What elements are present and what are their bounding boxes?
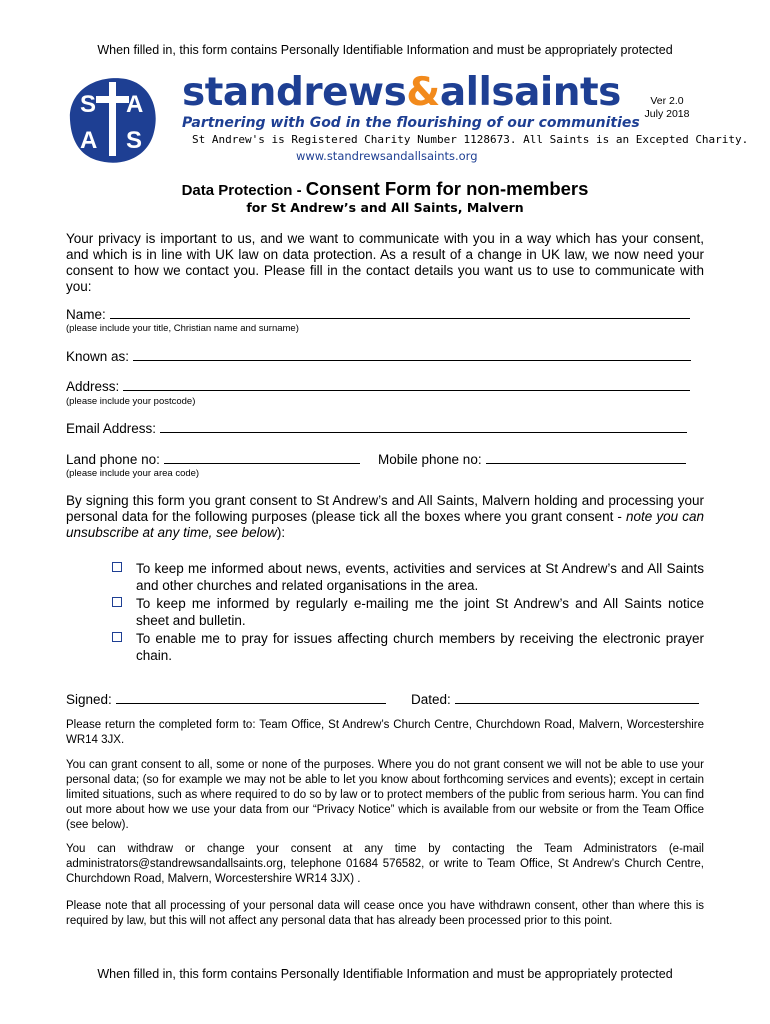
consent-checkbox-prayer[interactable] bbox=[112, 632, 122, 642]
consent-intro bbox=[66, 493, 704, 541]
signed-field[interactable] bbox=[66, 692, 386, 707]
page-subtitle: for St Andrew’s and All Saints, Malvern bbox=[246, 200, 524, 215]
name-label: Name: bbox=[66, 307, 106, 322]
brand-name bbox=[182, 70, 621, 115]
dated-label: Dated: bbox=[411, 692, 451, 707]
consent-checkbox-bulletin[interactable] bbox=[112, 597, 122, 607]
email-input-line[interactable] bbox=[160, 432, 687, 433]
version-date: July 2018 bbox=[644, 108, 690, 120]
signed-input-line[interactable] bbox=[116, 703, 386, 704]
charity-note: St Andrew's is Registered Charity Number 1128673. All Saints is an Excepted Charity. bbox=[192, 133, 749, 146]
land-phone-label: Land phone no: bbox=[66, 452, 160, 467]
brand-ampersand: & bbox=[406, 70, 440, 115]
consent-text-news: To keep me informed about news, events, activities and services at St Andrew’s and All Saints and other churches and related organisations in the area. bbox=[136, 561, 704, 593]
consent-intro-italic: note you can unsubscribe at any time, see below bbox=[66, 509, 704, 540]
consent-text-prayer: To enable me to pray for issues affecting church members by receiving the electronic prayer chain. bbox=[136, 631, 704, 663]
brand-part-2: allsaints bbox=[439, 70, 621, 115]
address-field[interactable] bbox=[66, 379, 690, 394]
version-number: Ver 2.0 bbox=[650, 95, 684, 107]
signed-label: Signed: bbox=[66, 692, 112, 707]
known-as-label: Known as: bbox=[66, 349, 130, 364]
name-field[interactable] bbox=[66, 307, 690, 322]
dated-input-line[interactable] bbox=[455, 703, 699, 704]
return-instructions: Please return the completed form to: Team Office, St Andrew’s Church Centre, Churchdown Road, Malvern, Worcestershire WR14 3JX. bbox=[66, 719, 704, 746]
title-prefix: Data Protection - bbox=[181, 182, 306, 199]
land-phone-field[interactable] bbox=[66, 452, 360, 467]
logo-letter-2: A bbox=[126, 91, 144, 118]
intro-paragraph: Your privacy is important to us, and we want to communicate with you in a way which has your consent, and which is in line with UK law on data protection. As a result of a change in UK law, we now need your consent to how we contact you. Please fill in the contact details you want us to use to communicate with you: bbox=[66, 231, 704, 294]
tagline: Partnering with God in the flourishing of our communities bbox=[182, 115, 640, 131]
consent-intro-text: By signing this form you grant consent to St Andrew’s and All Saints, Malvern holding and processing your personal data for the following purposes (please tick all the boxes where you grant consent - bbox=[66, 493, 704, 524]
dated-field[interactable] bbox=[411, 692, 699, 707]
header-notice: When filled in, this form contains Personally Identifiable Information and must be appropriately protected bbox=[97, 43, 673, 57]
address-label: Address: bbox=[66, 379, 120, 394]
website-link[interactable]: www.standrewsandallsaints.org bbox=[296, 149, 478, 163]
version-block bbox=[632, 95, 702, 121]
logo-letter-4: S bbox=[126, 127, 143, 154]
footer-notice: When filled in, this form contains Personally Identifiable Information and must be appropriately protected bbox=[97, 967, 673, 981]
logo-letter-1: S bbox=[80, 91, 97, 118]
mobile-phone-field[interactable] bbox=[378, 452, 686, 467]
known-as-field[interactable] bbox=[66, 349, 691, 364]
logo-letter-3: A bbox=[80, 127, 98, 154]
email-label: Email Address: bbox=[66, 421, 157, 436]
consent-text-bulletin: To keep me informed by regularly e-mailing me the joint St Andrew’s and All Saints notice sheet and bulletin. bbox=[136, 596, 704, 628]
address-input-line[interactable] bbox=[123, 390, 690, 391]
known-as-input-line[interactable] bbox=[133, 360, 691, 361]
name-hint: (please include your title, Christian name and surname) bbox=[66, 323, 299, 334]
grant-consent-info: You can grant consent to all, some or none of the purposes. Where you do not grant consent we will not be able to use your personal data; (so for example we may not be able to let you know about forthcoming services and events); except in certain limited situations, such as where required to do so by law or to protect members of the public from serious harm. You can find out more about how we use your data from our “Privacy Notice” which is available from our website or from the Team Office (see below). bbox=[66, 759, 704, 831]
email-field[interactable] bbox=[66, 421, 687, 436]
church-logo bbox=[66, 76, 158, 164]
processing-note: Please note that all processing of your personal data will cease once you have withdrawn consent, other than where this is required by law, but this will not affect any personal data that has already been processed prior to this point. bbox=[66, 900, 704, 927]
brand-part-1: standrews bbox=[182, 70, 407, 115]
consent-intro-end: ): bbox=[276, 525, 286, 540]
land-phone-hint: (please include your area code) bbox=[66, 468, 200, 479]
title-main: Consent Form for non-members bbox=[305, 178, 589, 199]
name-input-line[interactable] bbox=[110, 318, 690, 319]
consent-checkbox-news[interactable] bbox=[112, 562, 122, 572]
address-hint: (please include your postcode) bbox=[66, 396, 196, 407]
mobile-label: Mobile phone no: bbox=[378, 452, 482, 467]
mobile-input-line[interactable] bbox=[486, 463, 686, 464]
land-phone-input-line[interactable] bbox=[164, 463, 360, 464]
withdraw-consent-info: You can withdraw or change your consent at any time by contacting the Team Administrators (e-mail administrators@standrewsandallsaints.org, telephone 01684 576582, or write to Team Office, St Andrew’s Church Centre, Churchdown Road, Malvern, Worcestershire WR14 3JX) . bbox=[66, 843, 704, 885]
page-title bbox=[0, 178, 770, 200]
